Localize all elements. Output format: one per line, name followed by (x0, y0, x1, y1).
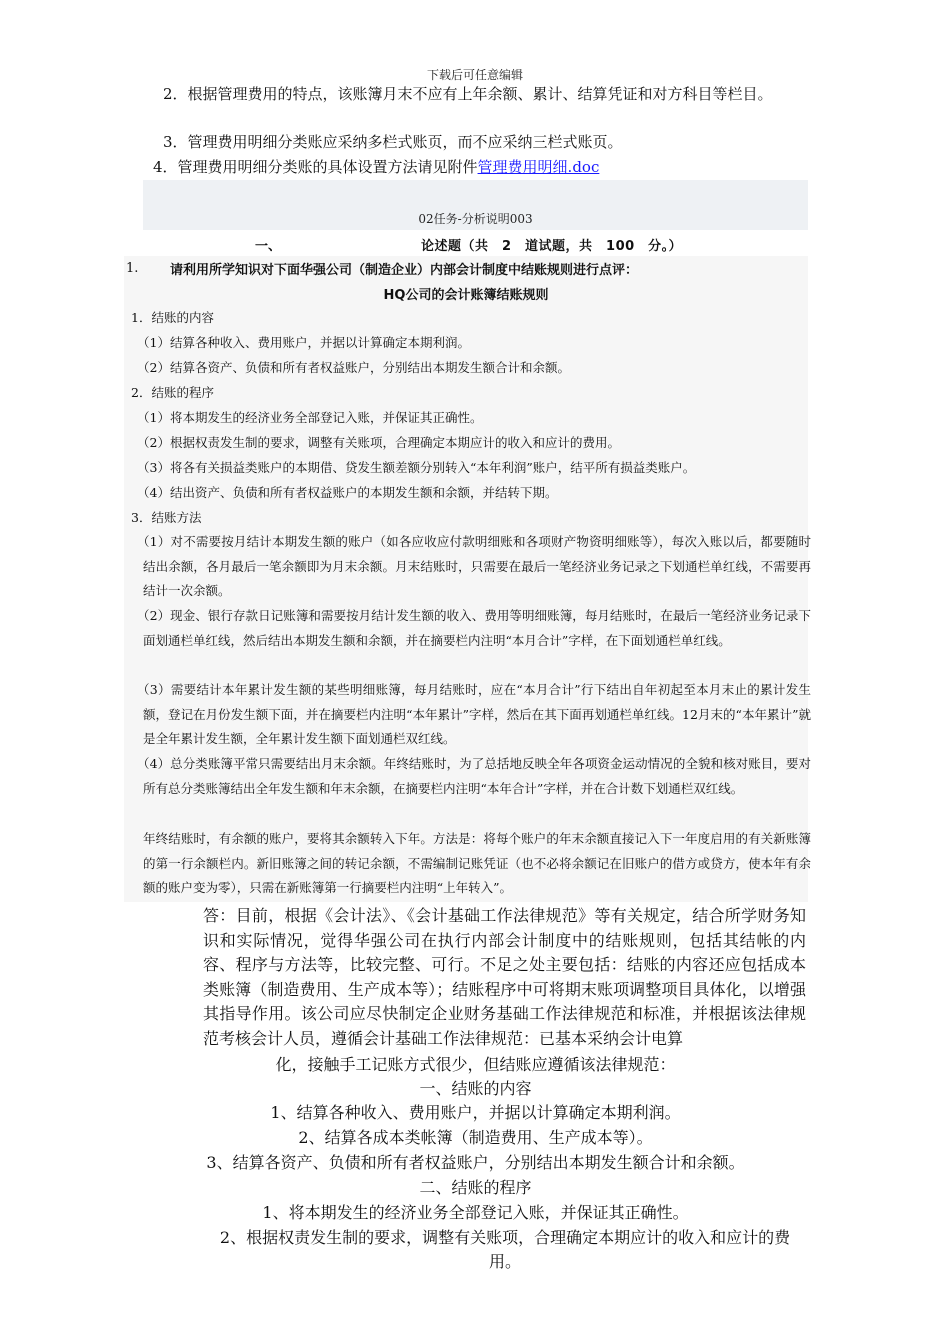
rule-line: （2）结算各资产、负债和所有者权益账户，分别结出本期发生额合计和余额。 (137, 360, 570, 375)
rule-heading: 3．结账方法 (131, 510, 202, 525)
question-subtitle: HQ公司的会计账簿结账规则 (383, 288, 549, 303)
rule-heading: 2．结账的程序 (131, 385, 214, 400)
answer-body-tail: 化，接触手工记账方式很少，但结账应遵循该法律规范： (275, 1055, 676, 1074)
answer-item: 3、结算各资产、负债和所有者权益账户，分别结出本期发生额合计和余额。 (206, 1153, 745, 1172)
method-paragraph: （3）需要结计本年累计发生额的某些明细账簿，每月结账时，应在“本月合计”行下结出自年初起至本月末止的累计发生额，登记在月份发生额下面，并在摘要栏内注明“本年累计”字样，然后在其下面再划通栏单红线。12月末的“本年累计”就是全年累计发生额，全年累计发生额下面划通栏双红线。 (137, 682, 811, 747)
section-number: 一、 (255, 239, 282, 254)
answer-item: 2、根据权责发生制的要求，调整有关账项，合理确定本期应计的收入和应计的费用。 (219, 1228, 791, 1271)
year-end-paragraph: 年终结账时，有余额的账户，要将其余额转入下年。方法是：将每个账户的年末余额直接记入下一年度启用的有关新账簿的第一行余额栏内。新旧账簿之间的转记余额，不需编制记账凭证（也不必将余额记在旧账户的借方或贷方，使本年有余额的账户变为零），只需在新账簿第一行摘要栏内注明“上年转入”。 (143, 831, 811, 896)
item-3-text: 3．管理费用明细分类账应采纳多栏式账页，而不应采纳三栏式账页。 (163, 133, 623, 151)
rule-line: （4）结出资产、负债和所有者权益账户的本期发生额和余额，并结转下期。 (137, 485, 558, 500)
item-4-text (145, 156, 810, 178)
answer-heading: 一、结账的内容 (419, 1079, 532, 1098)
method-paragraph: （4）总分类账簿平常只需要结出月末余额。年终结账时，为了总括地反映全年各项资金运动情况的全貌和核对账目，要对所有总分类账簿结出全年发生额和年末余额，在摘要栏内注明“本年合计”字样，并在合计数下划通栏双红线。 (137, 756, 811, 796)
attachment-link[interactable]: 管理费用明细.doc (477, 158, 600, 176)
rule-line: （1）将本期发生的经济业务全部登记入账，并保证其正确性。 (137, 410, 483, 425)
item-4-prefix: 4．管理费用明细分类账的具体设置方法请见附件 (153, 158, 478, 176)
answer-item: 2、结算各成本类帐簿（制造费用、生产成本等）。 (298, 1128, 653, 1147)
method-paragraph: （2）现金、银行存款日记账簿和需要按月结计发生额的收入、费用等明细账簿，每月结账时，在最后一笔经济业务记录下面划通栏单红线，然后结出本期发生额和余额，并在摘要栏内注明“本月合计”字样，在下面划通栏单红线。 (137, 608, 811, 648)
rule-line: （3）将各有关损益类账户的本期借、贷发生额差额分别转入“本年利润”账户，结平所有损益类账户。 (137, 460, 696, 475)
answer-item: 1、将本期发生的经济业务全部登记入账，并保证其正确性。 (262, 1203, 689, 1222)
method-paragraph: （1）对不需要按月结计本期发生额的账户（如各应收应付款明细账和各项财产物资明细账等），每次入账以后，都要随时结出余额，各月最后一笔余额即为月末余额。月末结账时，只需要在最后一笔经济业务记录之下划通栏单红线，不需要再结计一次余额。 (137, 534, 811, 599)
section-title: 论述题（共 2 道试题，共 100 分。） (421, 239, 683, 254)
question-number: 1. (126, 261, 139, 276)
page-header-note: 下载后可任意编辑 (426, 68, 523, 82)
task-title: 02任务-分析说明003 (418, 212, 533, 226)
answer-body: 答：目前，根据《会计法》、《会计基础工作法律规范》等有关规定，结合所学财务知识和实际情况，觉得华强公司在执行内部会计制度中的结账规则，包括其结帐的内容、程序与方法等，比较完整、可行。不足之处主要包括：结账的内容还应包括成本类账簿（制造费用、生产成本等）；结账程序中可将期末账项调整项目具体化，以增强其指导作用。该公司应尽快制定企业财务基础工作法律规范和标准，并根据该法律规范考核会计人员，遵循会计基础工作法律规范：已基本采纳会计电算 (203, 906, 806, 1048)
rule-line: （1）结算各种收入、费用账户，并据以计算确定本期利润。 (137, 335, 470, 350)
item-2-text: 2．根据管理费用的特点，该账簿月末不应有上年余额、累计、结算凭证和对方科目等栏目。 (163, 85, 773, 103)
rule-line: （2）根据权责发生制的要求，调整有关账项，合理确定本期应计的收入和应计的费用。 (137, 435, 620, 450)
answer-heading: 二、结账的程序 (419, 1178, 532, 1197)
rule-heading: 1．结账的内容 (131, 310, 214, 325)
question-text: 请利用所学知识对下面华强公司（制造企业）内部会计制度中结账规则进行点评： (170, 263, 639, 278)
answer-item: 1、结算各种收入、费用账户，并据以计算确定本期利润。 (270, 1103, 681, 1122)
section-heading (143, 233, 808, 255)
